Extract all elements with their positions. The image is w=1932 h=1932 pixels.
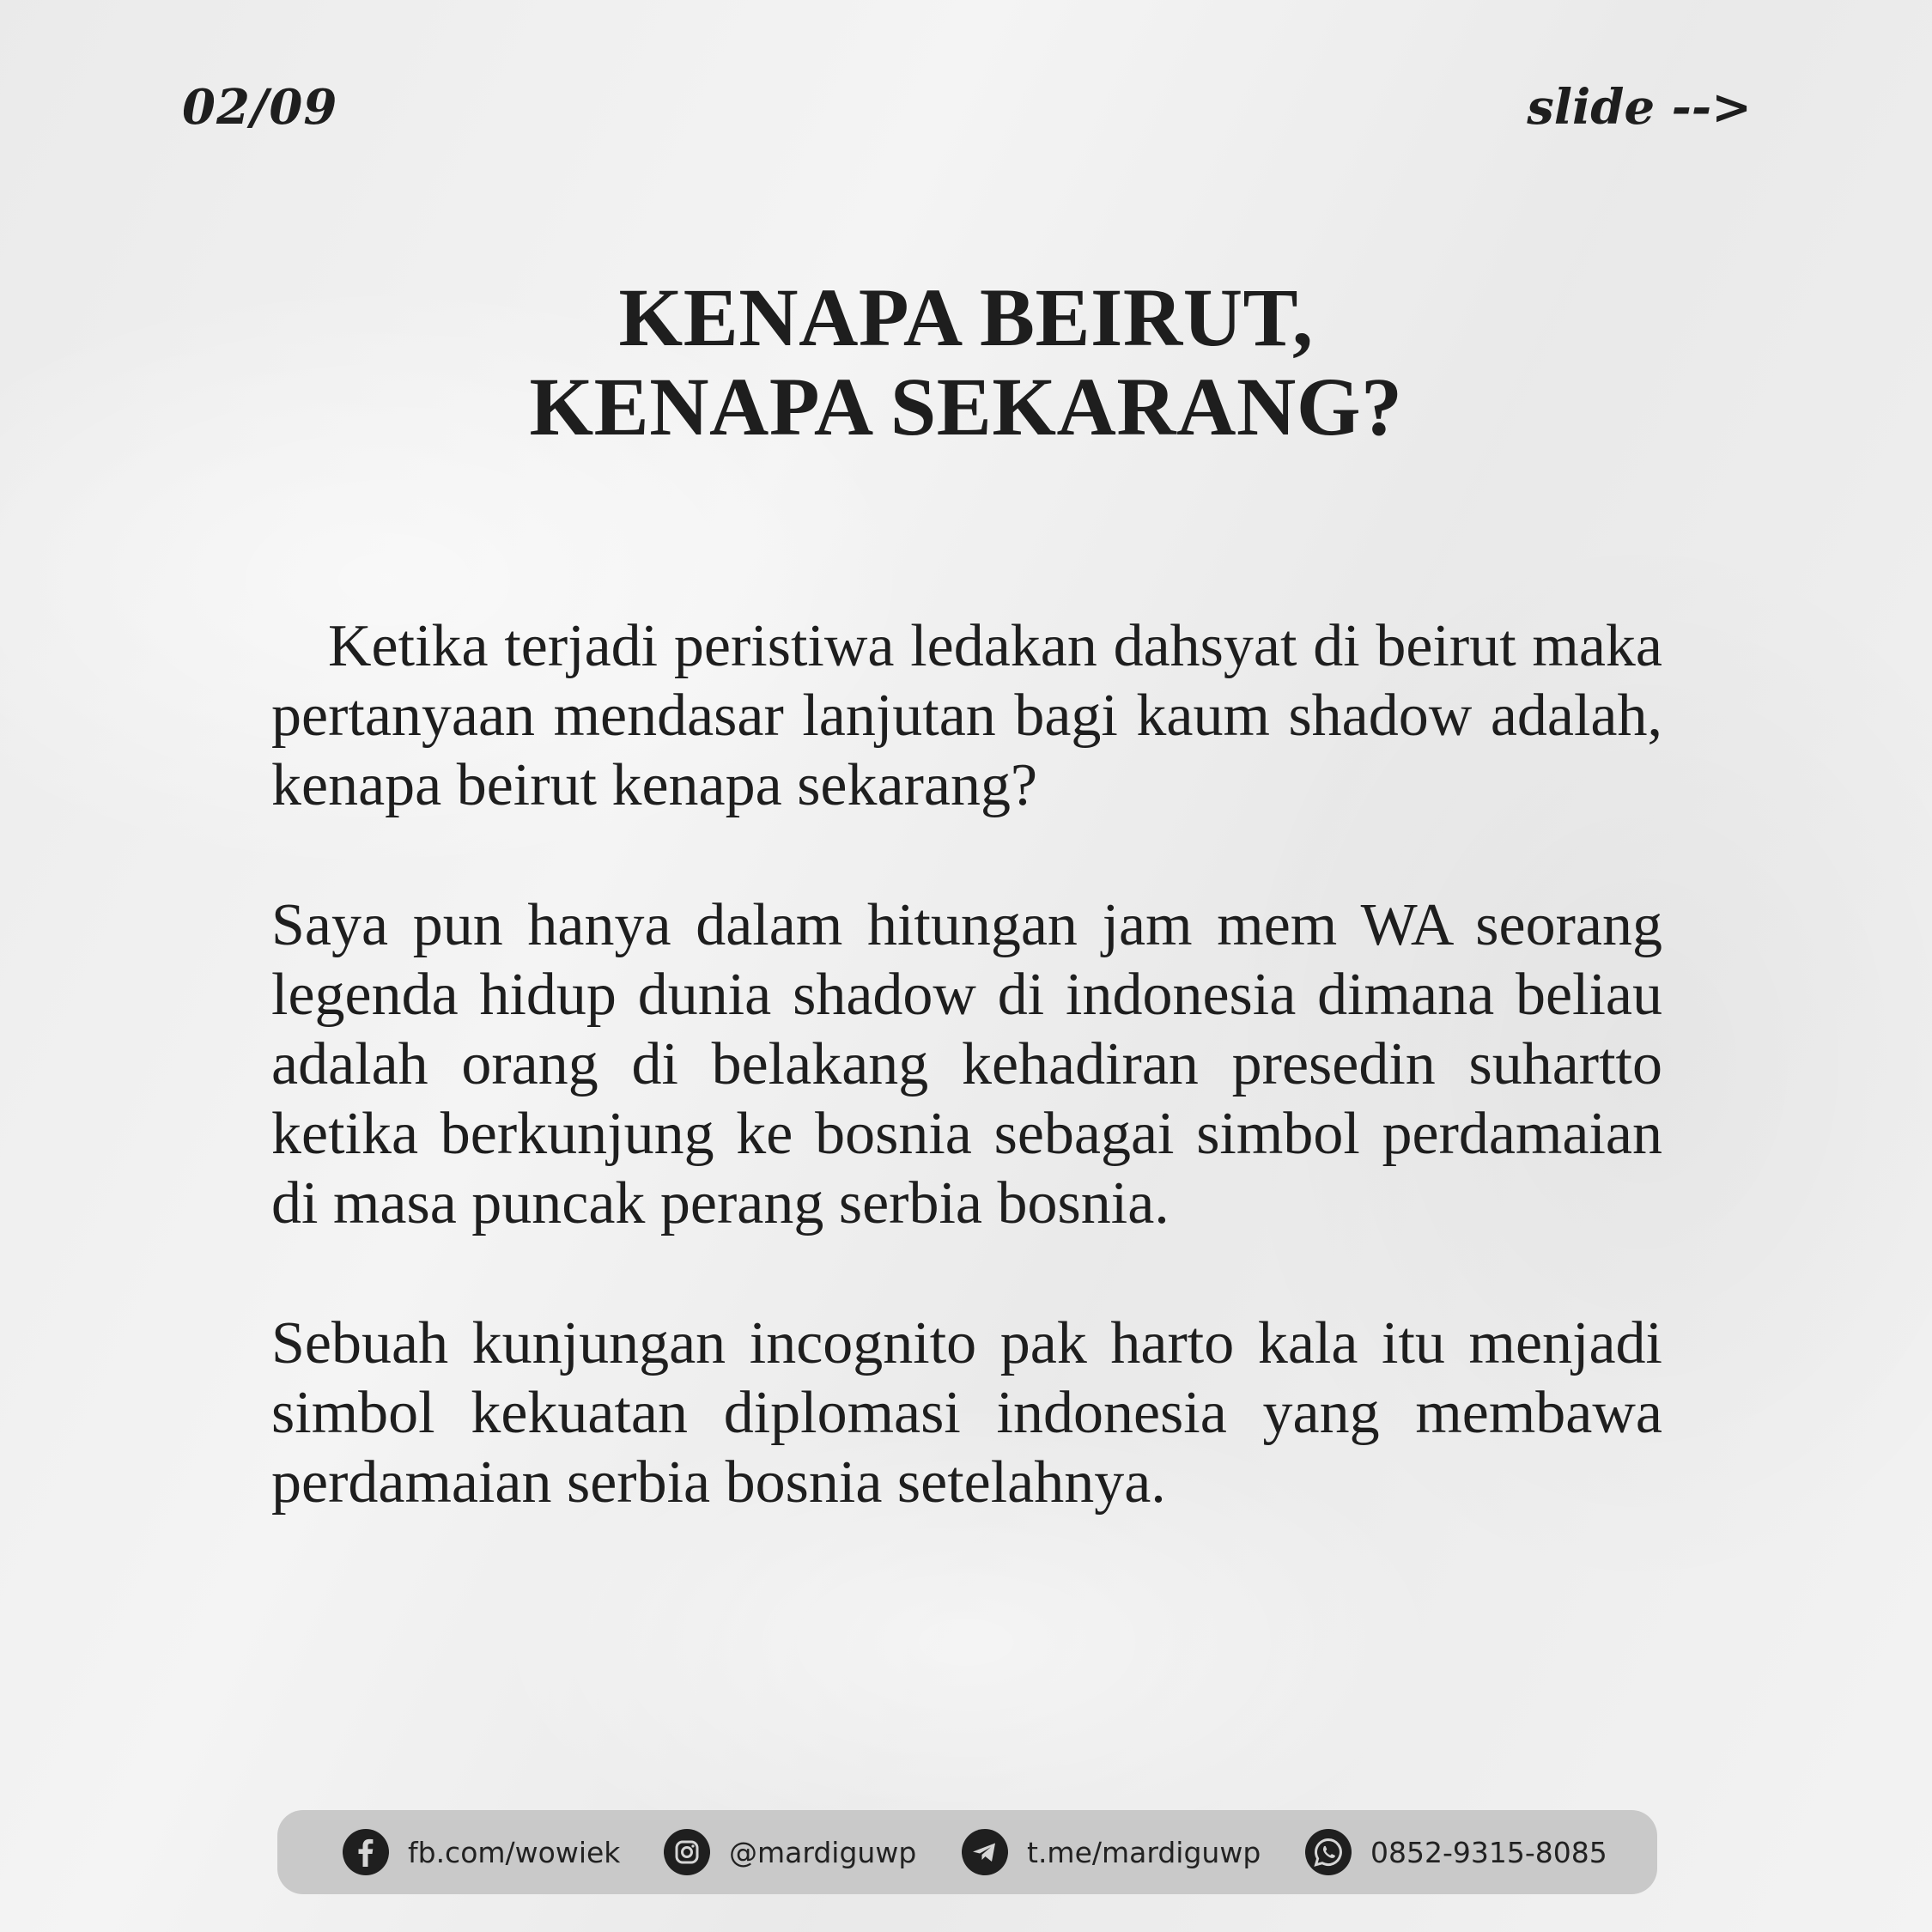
paragraph-2: Saya pun hanya dalam hitungan jam mem WA seorang legenda hidup dunia shadow di indonesia dimana beliau adalah orang di belakang kehadiran presedin suhartto ketika berkunjung ke bosnia sebagai simbol perdamaian di masa puncak perang serbia bosnia. [271, 892, 1662, 1236]
facebook-contact[interactable] [343, 1810, 620, 1894]
instagram-contact[interactable] [664, 1810, 916, 1894]
telegram-text: t.me/mardiguwp [1027, 1835, 1261, 1869]
slide-hint: slide --> [1527, 79, 1752, 136]
telegram-icon [962, 1829, 1008, 1875]
contact-bar [277, 1810, 1657, 1894]
instagram-text: @mardiguwp [729, 1835, 917, 1869]
facebook-icon [343, 1829, 389, 1875]
title-line-2: KENAPA SEKARANG? [529, 361, 1403, 453]
paragraph-1: Ketika terjadi peristiwa ledakan dahsyat di beirut maka pertanyaan mendasar lanjutan bagi kaum shadow adalah, kenapa beirut kenapa sekarang? [271, 613, 1662, 818]
instagram-icon [664, 1829, 710, 1875]
whatsapp-icon [1305, 1829, 1352, 1875]
page-title [0, 273, 1932, 452]
article-body [271, 611, 1662, 1588]
whatsapp-contact[interactable] [1305, 1810, 1607, 1894]
facebook-text: fb.com/wowiek [408, 1835, 621, 1869]
paragraph-3: Sebuah kunjungan incognito pak harto kala itu menjadi simbol kekuatan diplomasi indonesia yang membawa perdamaian serbia bosnia setelahnya. [271, 1310, 1662, 1516]
page-counter: 02/09 [182, 79, 338, 136]
telegram-contact[interactable] [962, 1810, 1261, 1894]
whatsapp-text: 0852-9315-8085 [1370, 1835, 1607, 1869]
title-line-1: KENAPA BEIRUT, [618, 271, 1314, 363]
